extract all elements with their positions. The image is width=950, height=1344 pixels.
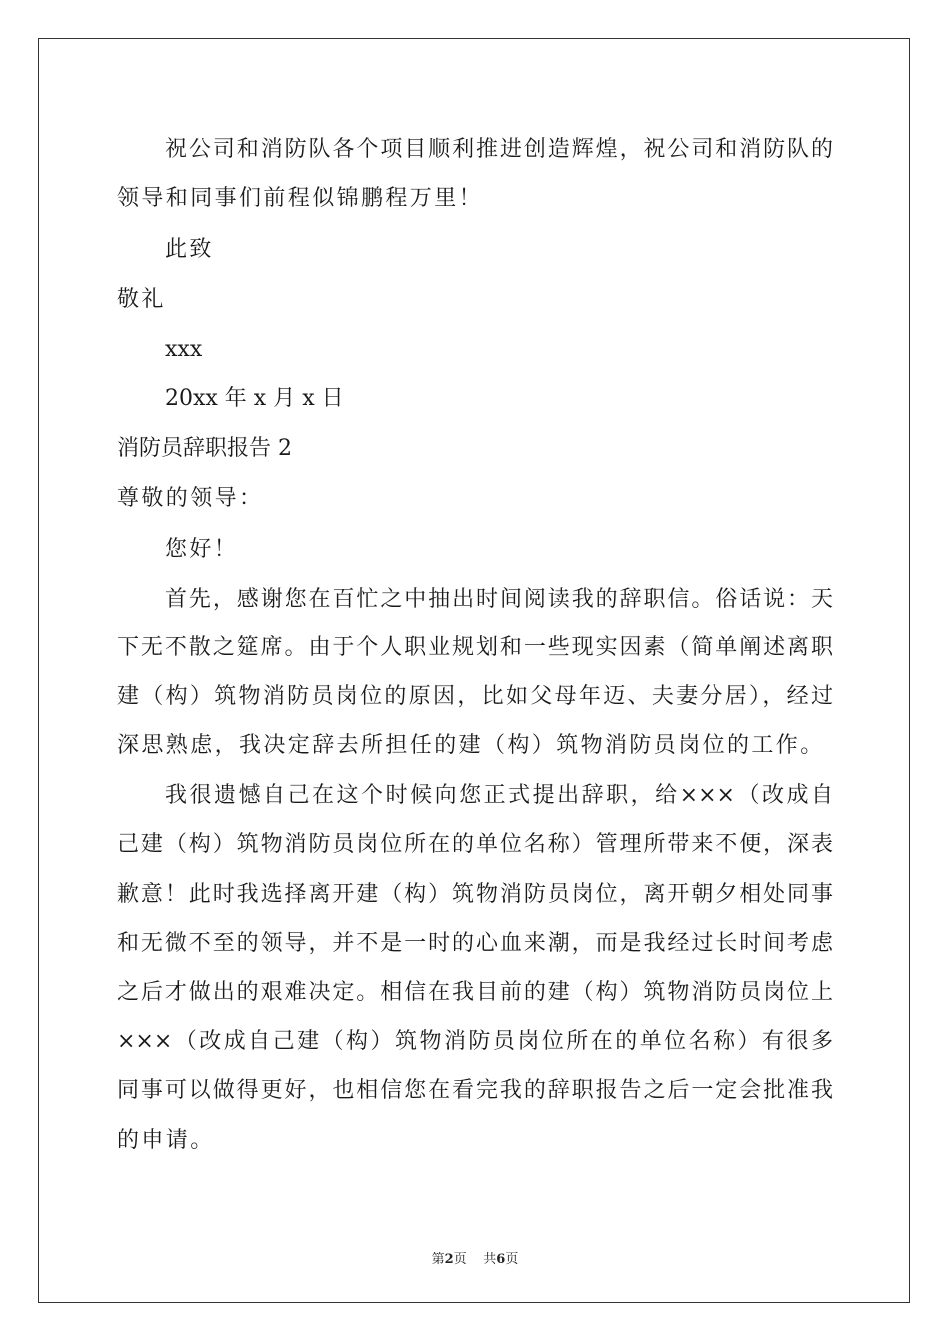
paragraph-line: 之后才做出的艰难决定。相信在我目前的建（构）筑物消防员岗位上 (117, 980, 833, 1005)
paragraph-line: 己建（构）筑物消防员岗位所在的单位名称）管理所带来不便，深表 (117, 832, 833, 857)
total-prefix: 共 (483, 1252, 497, 1267)
paragraph-line: 建（构）筑物消防员岗位的原因，比如父母年迈、夫妻分居），经过 (117, 684, 833, 709)
total-suffix: 页 (505, 1252, 519, 1267)
paragraph-line: 下无不散之筵席。由于个人职业规划和一些现实因素（简单阐述离职 (117, 635, 833, 660)
closing-salutation: 敬礼 (117, 287, 166, 312)
section-title: 消防员辞职报告 2 (117, 436, 292, 461)
page-footer (0, 1248, 950, 1267)
paragraph-line: 的申请。 (117, 1128, 215, 1153)
paragraph-line: 同事可以做得更好，也相信您在看完我的辞职报告之后一定会批准我 (117, 1078, 833, 1103)
closing-salutation: 此致 (165, 237, 214, 262)
paragraph-line: 领导和同事们前程似锦鹏程万里！ (117, 186, 484, 211)
paragraph-line: 我很遗憾自己在这个时候向您正式提出辞职，给×××（改成自 (165, 783, 833, 808)
paragraph-line: 和无微不至的领导，并不是一时的心血来潮，而是我经过长时间考虑 (117, 931, 833, 956)
page-suffix: 页 (453, 1252, 467, 1267)
page-number: 2 (444, 1252, 454, 1267)
page-border (38, 38, 910, 1303)
paragraph-line: 首先，感谢您在百忙之中抽出时间阅读我的辞职信。俗话说：天 (165, 587, 833, 612)
page-prefix: 第 (431, 1252, 445, 1267)
greeting: 您好！ (165, 537, 239, 562)
paragraph-line: 歉意！此时我选择离开建（构）筑物消防员岗位，离开朝夕相处同事 (117, 882, 833, 907)
paragraph-line: 祝公司和消防队各个项目顺利推进创造辉煌，祝公司和消防队的 (165, 137, 833, 162)
signature-date: 20xx 年 x 月 x 日 (165, 386, 344, 411)
total-pages: 6 (496, 1252, 506, 1267)
greeting: 尊敬的领导： (117, 486, 264, 511)
paragraph-line: ×××（改成自己建（构）筑物消防员岗位所在的单位名称）有很多 (117, 1029, 833, 1054)
paragraph-line: 深思熟虑，我决定辞去所担任的建（构）筑物消防员岗位的工作。 (117, 733, 825, 758)
signature-name: xxx (165, 337, 203, 362)
